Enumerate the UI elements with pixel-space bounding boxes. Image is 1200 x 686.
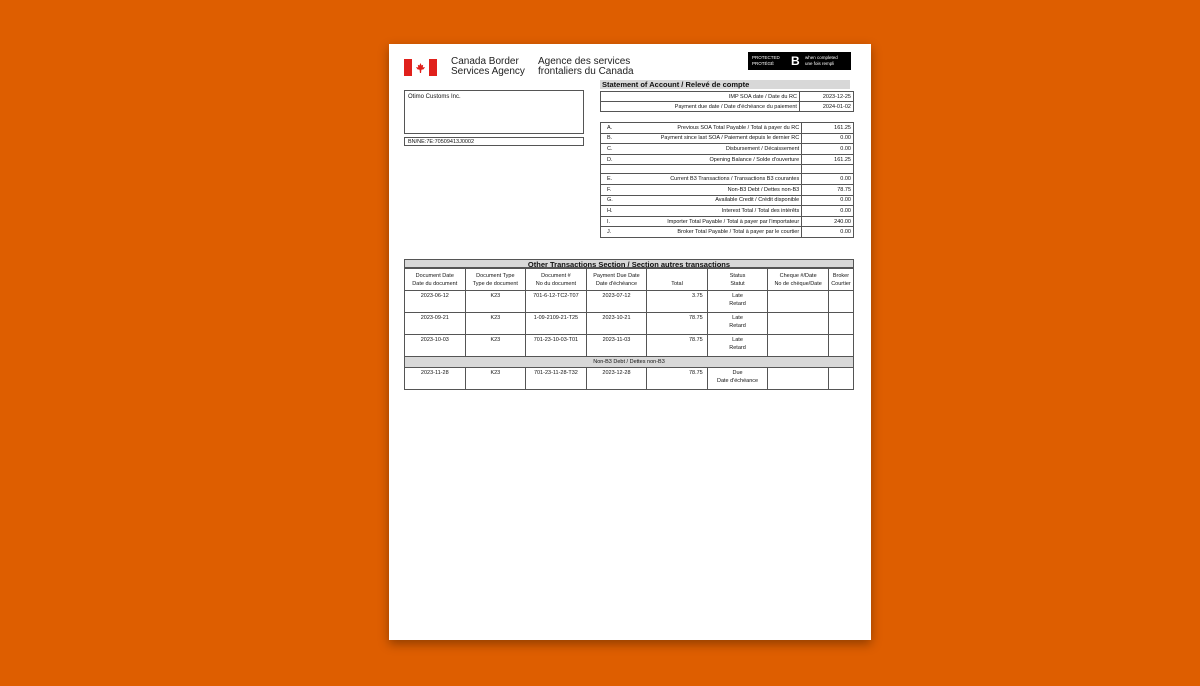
summary-row-e: E. Current B3 Transactions / Transactions B3 courantes 0.00	[601, 174, 854, 185]
col-status: Status Statut	[707, 269, 768, 291]
canada-flag-icon	[404, 59, 437, 76]
client-name: Otimo Customs Inc.	[408, 94, 461, 100]
other-transactions-title: Other Transactions Section / Section autres transactions	[404, 259, 854, 268]
payment-due-row: Payment due date / Date d'échéance du paiement 2024-01-02	[601, 102, 854, 112]
table-row: 2023-06-12 K23 701-6-12-TC2-T07 2023-07-12 3.75 Late Retard	[405, 291, 854, 313]
soa-title: Statement of Account / Relevé de compte	[600, 80, 850, 89]
col-document-number: Document # No du document	[526, 269, 587, 291]
statement-page	[389, 44, 871, 640]
balance-summary-table	[600, 122, 854, 238]
col-total: Total	[647, 269, 707, 291]
non-b3-debt-group-row: Non-B3 Debt / Dettes non-B3	[405, 357, 854, 368]
summary-row-f: F. Non-B3 Debt / Dettes non-B3 78.75	[601, 184, 854, 195]
col-document-date: Document Date Date du document	[405, 269, 466, 291]
summary-row-g: G. Available Credit / Crédit disponible 0.00	[601, 195, 854, 206]
table-row: 2023-11-28 K23 701-23-11-28-T32 2023-12-28 78.75 Due Date d'échéance	[405, 368, 854, 390]
summary-spacer-row	[601, 165, 854, 174]
col-cheque: Cheque #/Date No de chèque/Date	[768, 269, 829, 291]
agency-name-fr: Agence des services frontaliers du Canada	[538, 56, 634, 77]
col-payment-due-date: Payment Due Date Date d'échéance	[586, 269, 647, 291]
other-transactions-table	[404, 268, 854, 390]
agency-name-en: Canada Border Services Agency	[451, 56, 525, 77]
summary-row-h: H. Interest Total / Total des intérêts 0.00	[601, 206, 854, 217]
table-row: 2023-09-21 K23 1-09-2109-21-T25 2023-10-21 78.75 Late Retard	[405, 313, 854, 335]
summary-row-j: J. Broker Total Payable / Total à payer par le courtier 0.00	[601, 227, 854, 238]
summary-row-a: A. Previous SOA Total Payable / Total à payer du RC 161.25	[601, 123, 854, 134]
client-address-box	[404, 90, 584, 134]
col-broker: Broker Courtier	[828, 269, 853, 291]
protected-b-badge: PROTECTED PROTÉGÉ B when completed une fois rempli	[748, 52, 851, 70]
summary-row-d: D. Opening Balance / Solde d'ouverture 161.25	[601, 154, 854, 165]
summary-row-b: B. Payment since last SOA / Paiement depuis le dernier RC 0.00	[601, 133, 854, 144]
soa-date-row: IMP SOA date / Date du RC 2023-12-25	[601, 92, 854, 102]
summary-row-c: C. Disbursement / Décaissement 0.00	[601, 144, 854, 155]
table-row: 2023-10-03 K23 701-23-10-03-T01 2023-11-03 78.75 Late Retard	[405, 335, 854, 357]
summary-row-i: I. Importer Total Payable / Total à payer par l'importateur 240.00	[601, 216, 854, 227]
soa-dates-table	[600, 91, 854, 112]
table-header-row	[405, 269, 854, 291]
col-document-type: Document Type Type de document	[465, 269, 526, 291]
business-number: BN/NE:7E:70509413J0002	[404, 137, 584, 146]
